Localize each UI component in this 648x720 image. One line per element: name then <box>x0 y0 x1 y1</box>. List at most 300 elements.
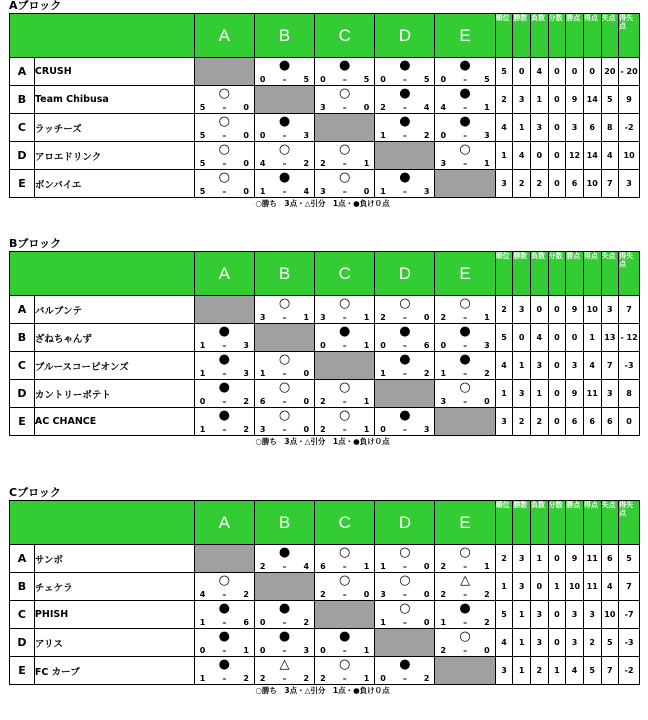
stat-value: 7 <box>601 170 619 198</box>
match-score <box>195 646 254 655</box>
match-cell <box>315 58 375 86</box>
score-against: 0 <box>363 590 370 599</box>
stat-value: 2 <box>583 629 601 657</box>
score-against: 5 <box>303 75 310 84</box>
stat-value: 0 <box>583 58 601 86</box>
stat-value: 5 <box>495 58 513 86</box>
result-icon: ○ <box>218 573 230 588</box>
stat-value: 0 <box>530 573 548 601</box>
stat-value: -3 <box>619 352 640 380</box>
match-cell <box>194 352 254 380</box>
column-header: C <box>315 252 375 296</box>
stat-value: 0 <box>548 629 566 657</box>
result-icon: ○ <box>459 142 471 157</box>
score-for: 2 <box>440 313 447 322</box>
team-name: チェケラ <box>34 573 194 601</box>
stat-value: 5 <box>601 86 619 114</box>
match-score <box>435 590 494 599</box>
stat-value: 13 <box>601 324 619 352</box>
stat-value: 3 <box>513 573 531 601</box>
team-name: ラッチーズ <box>34 114 194 142</box>
result-icon: △ <box>279 657 290 672</box>
stat-value: 3 <box>530 629 548 657</box>
result-icon: ● <box>459 58 471 73</box>
stat-value: 4 <box>530 324 548 352</box>
score-against: 5 <box>484 75 490 84</box>
stat-header: 負数 <box>530 501 548 545</box>
result-icon: ○ <box>278 380 291 395</box>
match-cell <box>435 629 495 657</box>
column-header: B <box>254 14 314 58</box>
match-cell <box>375 170 435 198</box>
score-for: 1 <box>380 618 386 627</box>
team-row <box>10 142 640 170</box>
score-against: 2 <box>243 397 249 406</box>
match-cell <box>435 380 495 408</box>
score-for: 3 <box>440 159 447 168</box>
team-name: ブルースコーピオンズ <box>34 352 194 380</box>
score-dash: – <box>222 674 227 683</box>
score-dash: – <box>463 341 468 350</box>
score-for: 1 <box>440 369 447 378</box>
match-score <box>375 562 434 571</box>
score-against: 0 <box>243 159 249 168</box>
team-name: サンボ <box>34 545 194 573</box>
stat-header: 勝数 <box>513 14 531 58</box>
column-header: E <box>435 14 495 58</box>
score-against: 6 <box>243 618 249 627</box>
stat-value: -7 <box>619 601 640 629</box>
match-cell <box>375 114 435 142</box>
score-against: 0 <box>484 397 490 406</box>
self-match-cell <box>435 170 495 198</box>
match-cell <box>194 629 254 657</box>
stat-header: 得点 <box>583 501 601 545</box>
team-name: CRUSH <box>34 58 194 86</box>
team-name: アリス <box>34 629 194 657</box>
stat-value: -3 <box>619 629 640 657</box>
match-score <box>435 75 494 84</box>
result-icon: ● <box>459 86 471 101</box>
match-cell <box>315 380 375 408</box>
stat-value: 11 <box>583 545 601 573</box>
score-dash: – <box>282 618 287 627</box>
score-for: 0 <box>320 75 326 84</box>
score-against: 2 <box>303 674 310 683</box>
score-for: 4 <box>199 590 206 599</box>
match-score <box>435 618 494 627</box>
match-cell <box>194 86 254 114</box>
stat-value: 3 <box>530 601 548 629</box>
self-match-cell <box>254 324 314 352</box>
stat-value: 3 <box>495 657 513 685</box>
score-dash: – <box>463 313 468 322</box>
result-icon: ○ <box>399 545 411 560</box>
team-name: ボンバイエ <box>34 170 194 198</box>
team-name: PHISH <box>34 601 194 629</box>
score-dash: – <box>402 313 407 322</box>
match-cell <box>194 324 254 352</box>
match-score <box>255 369 314 378</box>
stat-value: 4 <box>495 114 513 142</box>
stat-value: 4 <box>530 58 548 86</box>
column-header: D <box>375 252 435 296</box>
match-score <box>375 590 434 599</box>
stat-header: 順位 <box>495 252 513 296</box>
self-match-cell <box>315 114 375 142</box>
score-dash: – <box>342 103 347 112</box>
match-cell <box>254 408 314 436</box>
stat-value: 5 <box>495 324 513 352</box>
score-dash: – <box>282 646 287 655</box>
score-dash: – <box>402 674 407 683</box>
row-label: C <box>10 352 35 380</box>
score-against: 0 <box>484 646 490 655</box>
result-icon: ● <box>399 170 411 185</box>
column-header: D <box>375 14 435 58</box>
score-dash: – <box>342 590 347 599</box>
score-for: 3 <box>259 425 266 434</box>
result-icon: ● <box>218 601 230 616</box>
score-against: 0 <box>363 103 370 112</box>
stat-value: 4 <box>495 629 513 657</box>
score-dash: – <box>282 131 287 140</box>
score-dash: – <box>342 425 347 434</box>
match-score <box>255 131 314 140</box>
row-label: D <box>10 380 35 408</box>
score-for: 0 <box>440 341 447 350</box>
match-score <box>375 674 434 683</box>
score-for: 0 <box>380 674 386 683</box>
match-score <box>255 75 314 84</box>
score-for: 3 <box>380 590 386 599</box>
stat-value: 0 <box>548 545 566 573</box>
row-label: E <box>10 408 35 436</box>
stat-value: 3 <box>566 352 584 380</box>
match-score <box>255 562 314 571</box>
stat-value: 10 <box>619 142 640 170</box>
match-score <box>195 674 254 683</box>
match-cell <box>375 352 435 380</box>
row-label: D <box>10 142 35 170</box>
score-dash: – <box>342 159 347 168</box>
row-label: B <box>10 573 35 601</box>
match-score <box>375 313 434 322</box>
stat-value: 4 <box>566 657 584 685</box>
stat-value: 10 <box>601 601 619 629</box>
score-dash: – <box>222 646 227 655</box>
match-score <box>315 313 374 322</box>
match-cell <box>254 296 314 324</box>
row-label: E <box>10 170 35 198</box>
result-icon: ○ <box>218 114 230 129</box>
match-cell <box>315 629 375 657</box>
row-label: D <box>10 629 35 657</box>
stat-value: -2 <box>619 657 640 685</box>
stat-value: 4 <box>601 573 619 601</box>
score-dash: – <box>463 75 468 84</box>
stat-value: 4 <box>495 352 513 380</box>
team-row <box>10 545 640 573</box>
team-row <box>10 86 640 114</box>
stat-value: 0 <box>619 408 640 436</box>
match-score <box>375 425 434 434</box>
stat-value: 6 <box>601 408 619 436</box>
score-dash: – <box>282 75 287 84</box>
score-against: 2 <box>484 618 490 627</box>
score-against: 1 <box>363 646 370 655</box>
stat-value: 0 <box>548 352 566 380</box>
match-score <box>255 425 314 434</box>
column-header: A <box>194 252 254 296</box>
stat-value: 2 <box>530 170 548 198</box>
column-header: E <box>435 252 495 296</box>
stat-value: 0 <box>548 170 566 198</box>
match-score <box>435 131 494 140</box>
stat-value: 2 <box>530 657 548 685</box>
score-against: 1 <box>363 159 370 168</box>
match-cell <box>435 545 495 573</box>
score-dash: – <box>222 159 227 168</box>
score-for: 2 <box>440 590 447 599</box>
result-icon: ● <box>278 58 291 73</box>
stat-value: 3 <box>513 296 531 324</box>
match-score <box>255 187 314 196</box>
self-match-cell <box>254 573 314 601</box>
score-dash: – <box>402 75 407 84</box>
self-match-cell <box>194 58 254 86</box>
match-score <box>255 674 314 683</box>
standings-table <box>9 251 640 436</box>
score-against: 2 <box>243 425 249 434</box>
legend: ○勝ち 3点・△引分 1点・●負け０点 <box>255 199 390 208</box>
row-label: C <box>10 601 35 629</box>
block-title: Aブロック <box>9 0 62 12</box>
result-icon: ● <box>218 352 230 367</box>
stat-value: 7 <box>619 296 640 324</box>
stat-value: 0 <box>530 296 548 324</box>
score-for: 1 <box>440 618 447 627</box>
match-cell <box>315 170 375 198</box>
stat-value: 10 <box>583 170 601 198</box>
result-icon: ○ <box>339 86 351 101</box>
result-icon: ○ <box>278 142 291 157</box>
stat-value: 2 <box>495 86 513 114</box>
result-icon: ○ <box>459 545 471 560</box>
match-score <box>315 674 374 683</box>
score-against: 2 <box>303 618 310 627</box>
score-against: 1 <box>363 674 370 683</box>
score-dash: – <box>402 131 407 140</box>
team-row <box>10 573 640 601</box>
score-dash: – <box>402 103 407 112</box>
score-for: 0 <box>440 75 447 84</box>
row-label: A <box>10 296 35 324</box>
stat-value: 0 <box>548 408 566 436</box>
self-match-cell <box>315 601 375 629</box>
stat-value: 1 <box>513 601 531 629</box>
stat-value: 0 <box>548 58 566 86</box>
match-cell <box>254 545 314 573</box>
score-for: 4 <box>440 103 447 112</box>
stat-header: 勝数 <box>513 501 531 545</box>
score-against: 2 <box>423 369 430 378</box>
result-icon: ● <box>339 629 351 644</box>
score-for: 2 <box>259 674 266 683</box>
score-dash: – <box>463 369 468 378</box>
result-icon: ○ <box>399 601 411 616</box>
stat-value: 0 <box>566 58 584 86</box>
match-cell <box>254 629 314 657</box>
match-cell <box>254 170 314 198</box>
match-cell <box>315 545 375 573</box>
result-icon: ● <box>278 545 291 560</box>
match-score <box>435 562 494 571</box>
result-icon: ● <box>459 114 471 129</box>
stat-value: 0 <box>566 324 584 352</box>
match-score <box>315 187 374 196</box>
stat-value: 2 <box>513 408 531 436</box>
score-against: 3 <box>303 131 310 140</box>
match-cell <box>375 573 435 601</box>
result-icon: ● <box>399 352 411 367</box>
stat-value: 7 <box>601 657 619 685</box>
stat-value: 4 <box>583 352 601 380</box>
row-label: E <box>10 657 35 685</box>
stat-value: 3 <box>495 170 513 198</box>
stat-value: 1 <box>513 629 531 657</box>
match-score <box>255 646 314 655</box>
score-for: 2 <box>380 313 386 322</box>
score-against: 3 <box>484 341 490 350</box>
stat-value: 1 <box>530 545 548 573</box>
match-cell <box>194 142 254 170</box>
score-dash: – <box>463 562 468 571</box>
score-for: 6 <box>320 562 326 571</box>
team-name: アロエドリンク <box>34 142 194 170</box>
score-for: 3 <box>440 397 447 406</box>
score-against: 0 <box>303 425 310 434</box>
column-header: E <box>435 501 495 545</box>
stat-header: 得失点 <box>619 14 640 58</box>
stat-value: 2 <box>495 296 513 324</box>
result-icon: ○ <box>459 380 471 395</box>
stat-value: 3 <box>513 380 531 408</box>
score-for: 2 <box>440 646 447 655</box>
score-dash: – <box>402 369 407 378</box>
stat-value: 1 <box>513 352 531 380</box>
block-title: Bブロック <box>9 237 62 250</box>
score-against: 2 <box>423 674 430 683</box>
stat-header: 順位 <box>495 14 513 58</box>
stat-value: 9 <box>566 545 584 573</box>
self-match-cell <box>375 629 435 657</box>
score-against: 0 <box>303 369 310 378</box>
result-icon: ○ <box>459 296 471 311</box>
score-dash: – <box>342 674 347 683</box>
stat-header: 勝数 <box>513 252 531 296</box>
match-score <box>315 646 374 655</box>
score-for: 3 <box>320 103 326 112</box>
stat-value: 2 <box>495 545 513 573</box>
score-dash: – <box>222 187 227 196</box>
stat-value: 2 <box>530 408 548 436</box>
team-row <box>10 380 640 408</box>
score-for: 0 <box>259 618 266 627</box>
stat-value: 3 <box>583 601 601 629</box>
stat-value: 1 <box>495 142 513 170</box>
match-score <box>315 397 374 406</box>
match-cell <box>375 408 435 436</box>
result-icon: ● <box>218 629 230 644</box>
score-dash: – <box>342 341 347 350</box>
stat-value: 4 <box>601 142 619 170</box>
score-for: 0 <box>259 75 266 84</box>
stat-value: 11 <box>583 573 601 601</box>
score-against: 4 <box>303 187 310 196</box>
match-score <box>255 397 314 406</box>
row-label: A <box>10 545 35 573</box>
stat-value: 1 <box>548 573 566 601</box>
result-icon: ● <box>218 324 230 339</box>
stat-value: 0 <box>548 296 566 324</box>
team-row <box>10 324 640 352</box>
score-against: 1 <box>484 313 490 322</box>
stat-value: -2 <box>619 114 640 142</box>
stat-value: 8 <box>619 380 640 408</box>
row-label: C <box>10 114 35 142</box>
stat-header: 分数 <box>548 14 566 58</box>
legend: ○勝ち 3点・△引分 1点・●負け０点 <box>255 437 390 446</box>
stat-value: - 20 <box>619 58 640 86</box>
team-row <box>10 58 640 86</box>
score-for: 0 <box>320 646 326 655</box>
result-icon: ● <box>459 352 471 367</box>
stat-value: 6 <box>583 408 601 436</box>
stat-value: 6 <box>583 114 601 142</box>
score-for: 1 <box>199 618 206 627</box>
match-score <box>195 103 254 112</box>
score-against: 2 <box>243 674 249 683</box>
self-match-cell <box>435 408 495 436</box>
score-against: 4 <box>423 103 430 112</box>
score-dash: – <box>222 618 227 627</box>
result-icon: ○ <box>339 380 351 395</box>
stat-value: 5 <box>583 657 601 685</box>
match-score <box>375 341 434 350</box>
stat-value: 9 <box>566 86 584 114</box>
score-against: 1 <box>363 313 370 322</box>
score-against: 2 <box>303 159 310 168</box>
match-cell <box>254 601 314 629</box>
team-row <box>10 352 640 380</box>
match-cell <box>254 58 314 86</box>
match-cell <box>375 601 435 629</box>
match-cell <box>435 573 495 601</box>
stat-value: 0 <box>548 324 566 352</box>
match-score <box>315 159 374 168</box>
stat-value: 5 <box>619 545 640 573</box>
score-for: 6 <box>259 397 266 406</box>
score-dash: – <box>222 590 227 599</box>
match-cell <box>375 58 435 86</box>
stat-value: 1 <box>583 324 601 352</box>
column-header: B <box>254 252 314 296</box>
stat-value: 0 <box>548 114 566 142</box>
match-cell <box>254 142 314 170</box>
score-against: 3 <box>484 131 490 140</box>
stat-header: 得失点 <box>619 501 640 545</box>
